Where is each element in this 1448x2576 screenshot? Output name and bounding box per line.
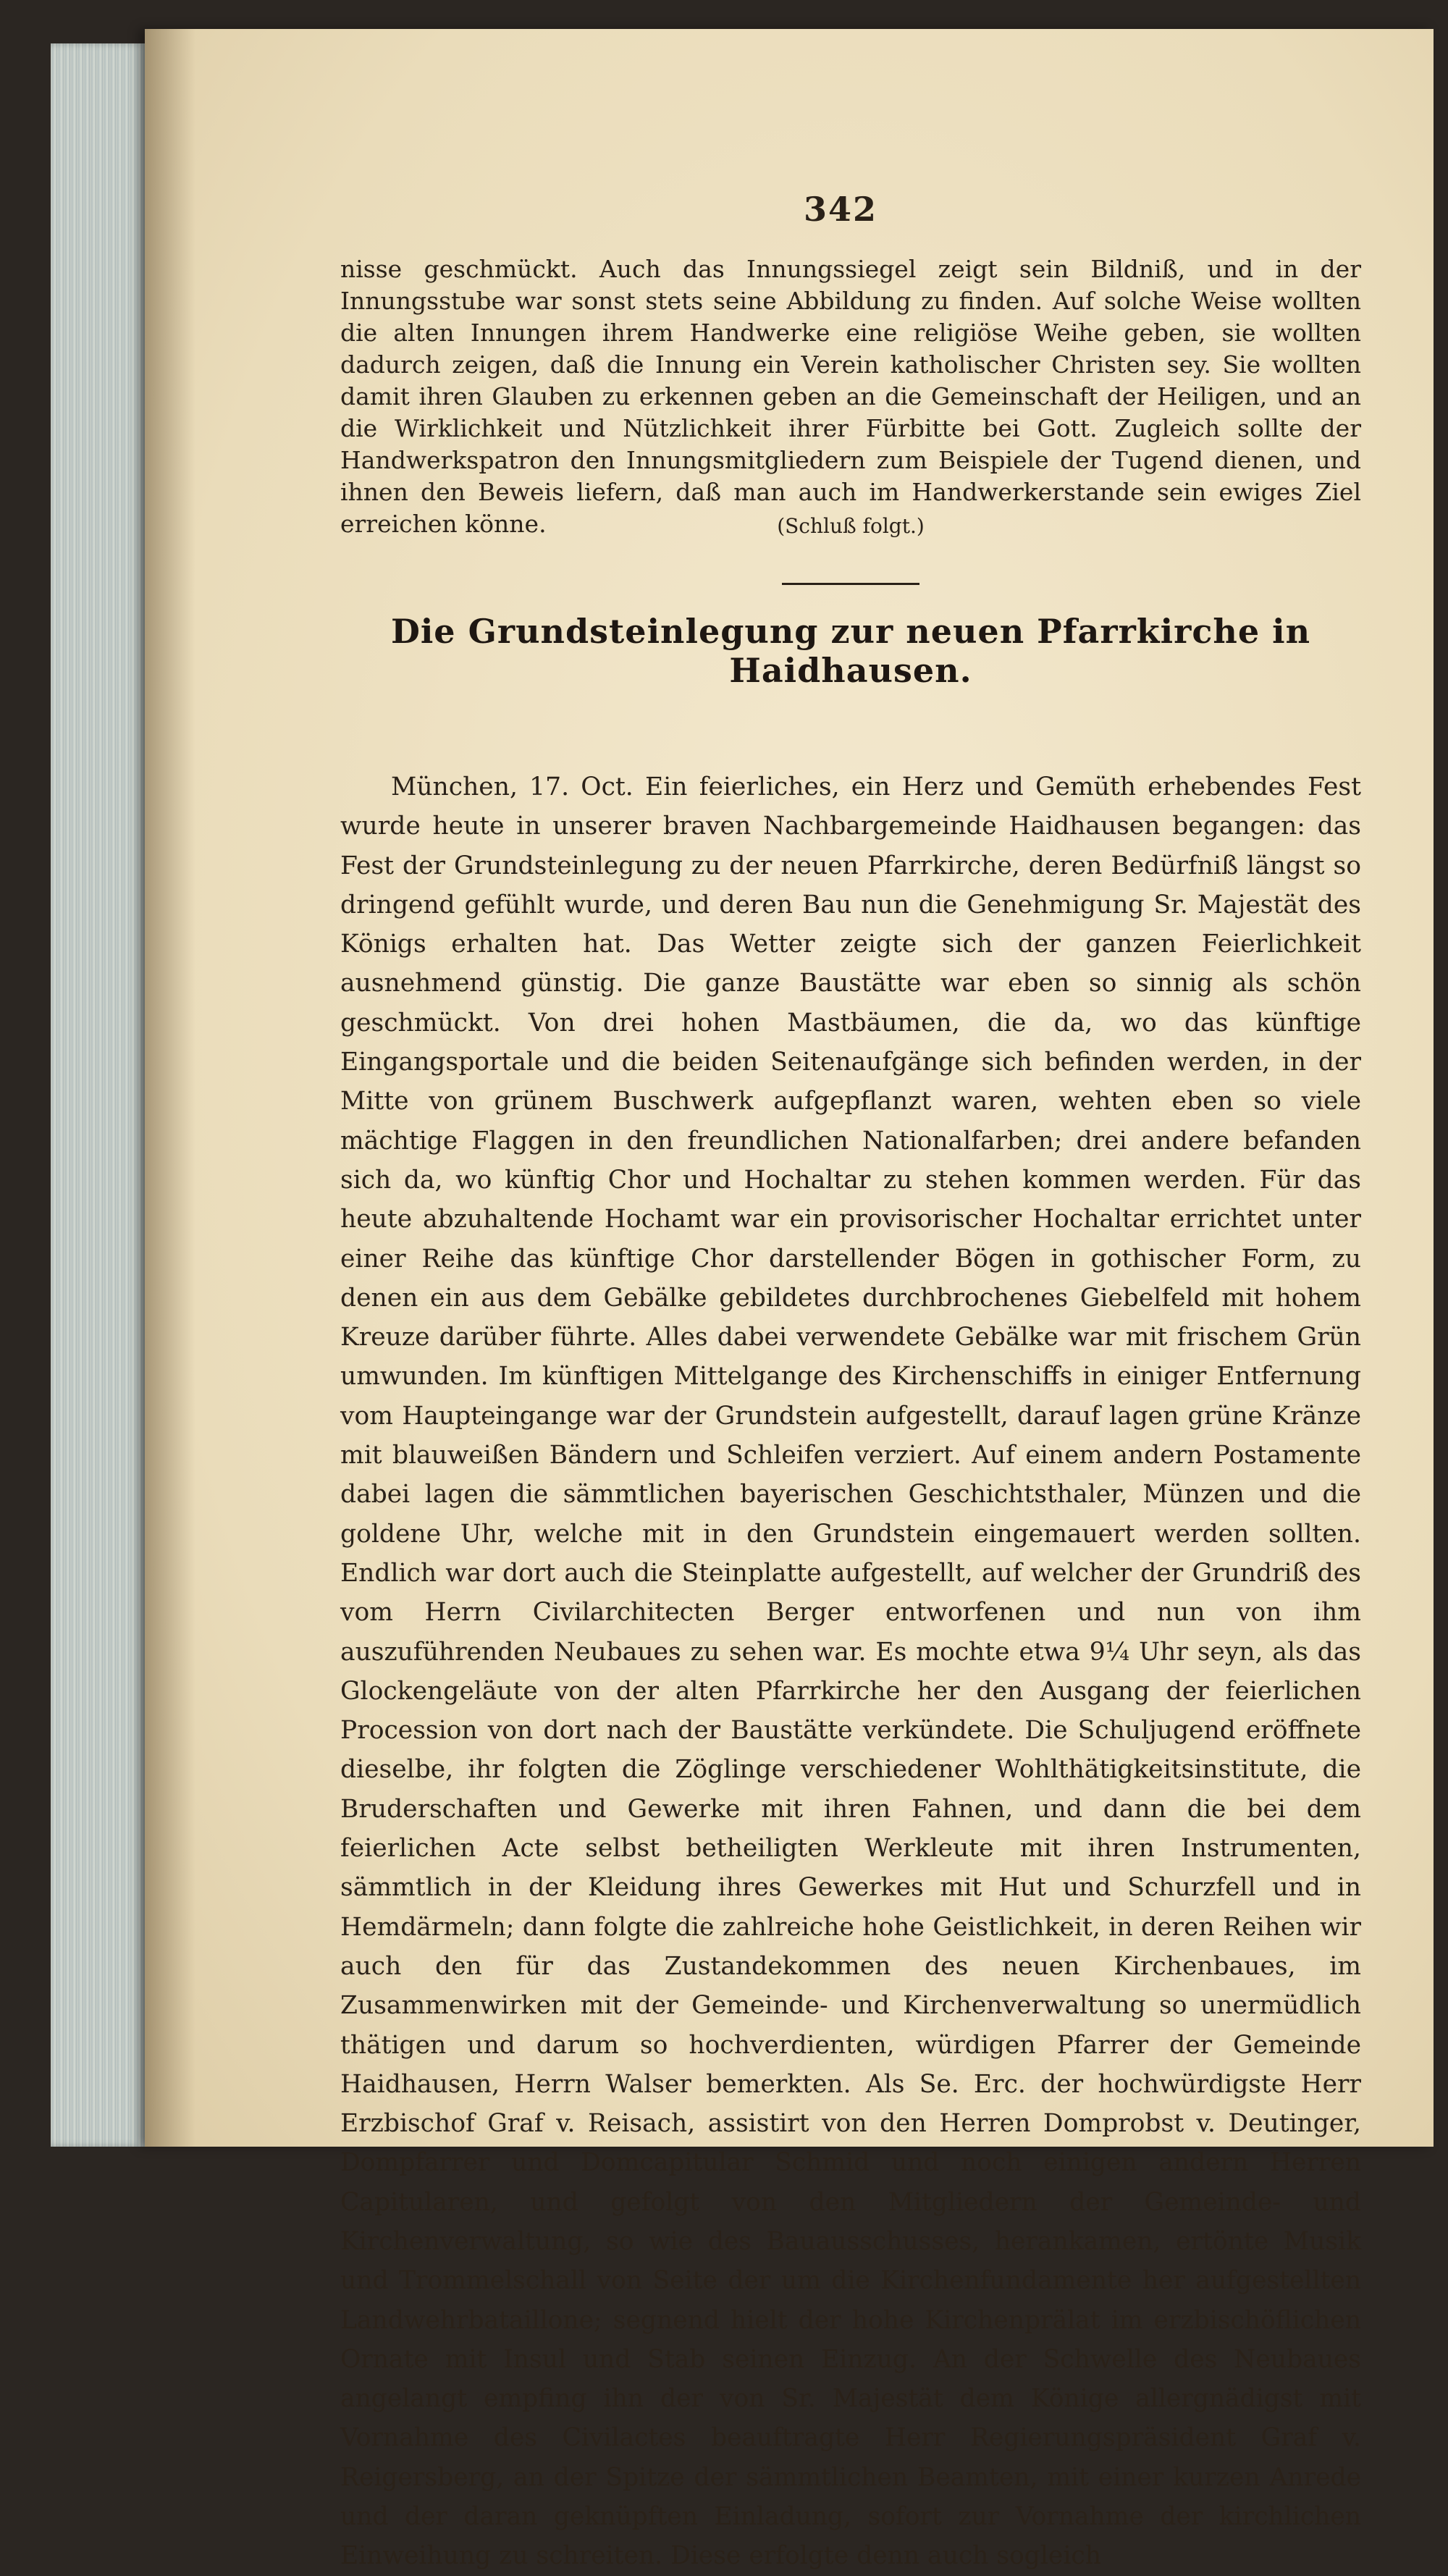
gutter-shadow	[145, 29, 195, 2147]
section-divider	[782, 583, 919, 585]
previous-article-text: nisse geschmückt. Auch das Innungssiegel zeigt sein Bildniß, und in der Innungsstube war sonst stets seine Abbildung zu finden. Auf solche Weise wollten die alten Innungen ihrem Handwerke eine religiöse Weihe geben, sie wollten dadurch zeigen, daß die Innung ein Verein katholischer Christen sey. Sie wollten damit ihren Glauben zu erkennen geben an die Gemeinschaft der Heiligen, und an die Wirklichkeit und Nützlichkeit ihrer Fürbitte bei Gott. Zugleich sollte der Handwerkspatron den Innungsmitgliedern zum Beispiele der Tugend dienen, und ihnen den Beweis liefern, daß man auch im Handwerkerstande sein ewiges Ziel erreichen könne.	[340, 255, 1361, 538]
article-title: Die Grundsteinlegung zur neuen Pfarrkirche in Haidhausen.	[390, 612, 1311, 690]
page-number: 342	[804, 190, 878, 229]
continued-note: (Schluß folgt.)	[777, 514, 925, 538]
article-body	[340, 767, 1361, 2576]
book-page-edges	[51, 43, 145, 2147]
article-paragraph: München, 17. Oct. Ein feierliches, ein Herz und Gemüth erhebendes Fest wurde heute in unserer braven Nachbargemeinde Haidhausen begangen: das Fest der Grundsteinlegung zu der neuen Pfarrkirche, deren Bedürfniß längst so dringend gefühlt wurde, und deren Bau nun die Genehmigung Sr. Majestät des Königs erhalten hat. Das Wetter zeigte sich der ganzen Feierlichkeit ausnehmend günstig. Die ganze Baustätte war eben so sinnig als schön geschmückt. Von drei hohen Mastbäumen, die da, wo das künftige Eingangsportale und die beiden Seitenaufgänge sich befinden werden, in der Mitte von grünem Buschwerk aufgepflanzt waren, wehten eben so viele mächtige Flaggen in den freundlichen Nationalfarben; drei andere befanden sich da, wo künftig Chor und Hochaltar zu stehen kommen werden. Für das heute abzuhaltende Hochamt war ein provisorischer Hochaltar errichtet unter einer Reihe das künftige Chor darstellender Bögen in gothischer Form, zu denen ein aus dem Gebälke gebildetes durchbrochenes Giebelfeld mit hohem Kreuze darüber führte. Alles dabei verwendete Gebälke war mit frischem Grün umwunden. Im künftigen Mittelgange des Kirchenschiffs in einiger Entfernung vom Haupteingange war der Grundstein aufgestellt, darauf lagen grüne Kränze mit blauweißen Bändern und Schleifen verziert. Auf einem andern Postamente dabei lagen die sämmtlichen bayerischen Geschichtsthaler, Münzen und die goldene Uhr, welche mit in den Grundstein eingemauert werden sollten. Endlich war dort auch die Steinplatte aufgestellt, auf welcher der Grundriß des vom Herrn Civilarchitecten Berger entworfenen und nun von ihm auszuführenden Neubaues zu sehen war. Es mochte etwa 9¼ Uhr seyn, als das Glockengeläute von der alten Pfarrkirche her den Ausgang der feierlichen Procession von dort nach der Baustätte verkündete. Die Schuljugend eröffnete dieselbe, ihr folgten die Zöglinge verschiedener Wohlthätigkeitsinstitute, die Bruderschaften und Gewerke mit ihren Fahnen, und dann die bei dem feierlichen Acte selbst betheiligten Werkleute mit ihren Instrumenten, sämmtlich in der Kleidung ihres Gewerkes mit Hut und Schurzfell und in Hemdärmeln; dann folgte die zahlreiche hohe Geistlichkeit, in deren Reihen wir auch den für das Zustandekommen des neuen Kirchenbaues, im Zusammenwirken mit der Gemeinde- und Kirchenverwaltung so unermüdlich thätigen und darum so hochverdienten, würdigen Pfarrer der Gemeinde Haidhausen, Herrn Walser bemerkten. Als Se. Erc. der hochwürdigste Herr Erzbischof Graf v. Reisach, assistirt von den Herren Domprobst v. Deutinger, Dompfarrer und Domcapitular Schmid und noch einigen andern Herren Capitularen, und gefolgt von den Mitgliedern der Gemeinde- und Kirchenverwaltung, so wie des Bauausschusses, herankamen, ertönte Musik und Trommelschall von Seite der um die Kirchenfundamente her aufgestellten Landwehrbataillone; segnend hielt der hohe Kirchenprälat im erzbischöflichen Ornate mit Insul und Stab seinen Einzug. An der Schwelle des Neubaues angelangt empfing ihn der von Sr. Majestät dem Könige allergnädigst mit Vornahme des Civilactes beauftragte Herr Regierungspräsident Graf v. Reigersberg, an der Spitze der sämmtlichen Beamten, mit einer kurzen Anrede und der daran geknüpften Einladung, sofort zur Vornahme der kirchlichen Einweihung zu schreiten. Diese erfolgte denn auch sogleich	[340, 773, 1361, 2571]
previous-article-ending	[340, 253, 1361, 540]
